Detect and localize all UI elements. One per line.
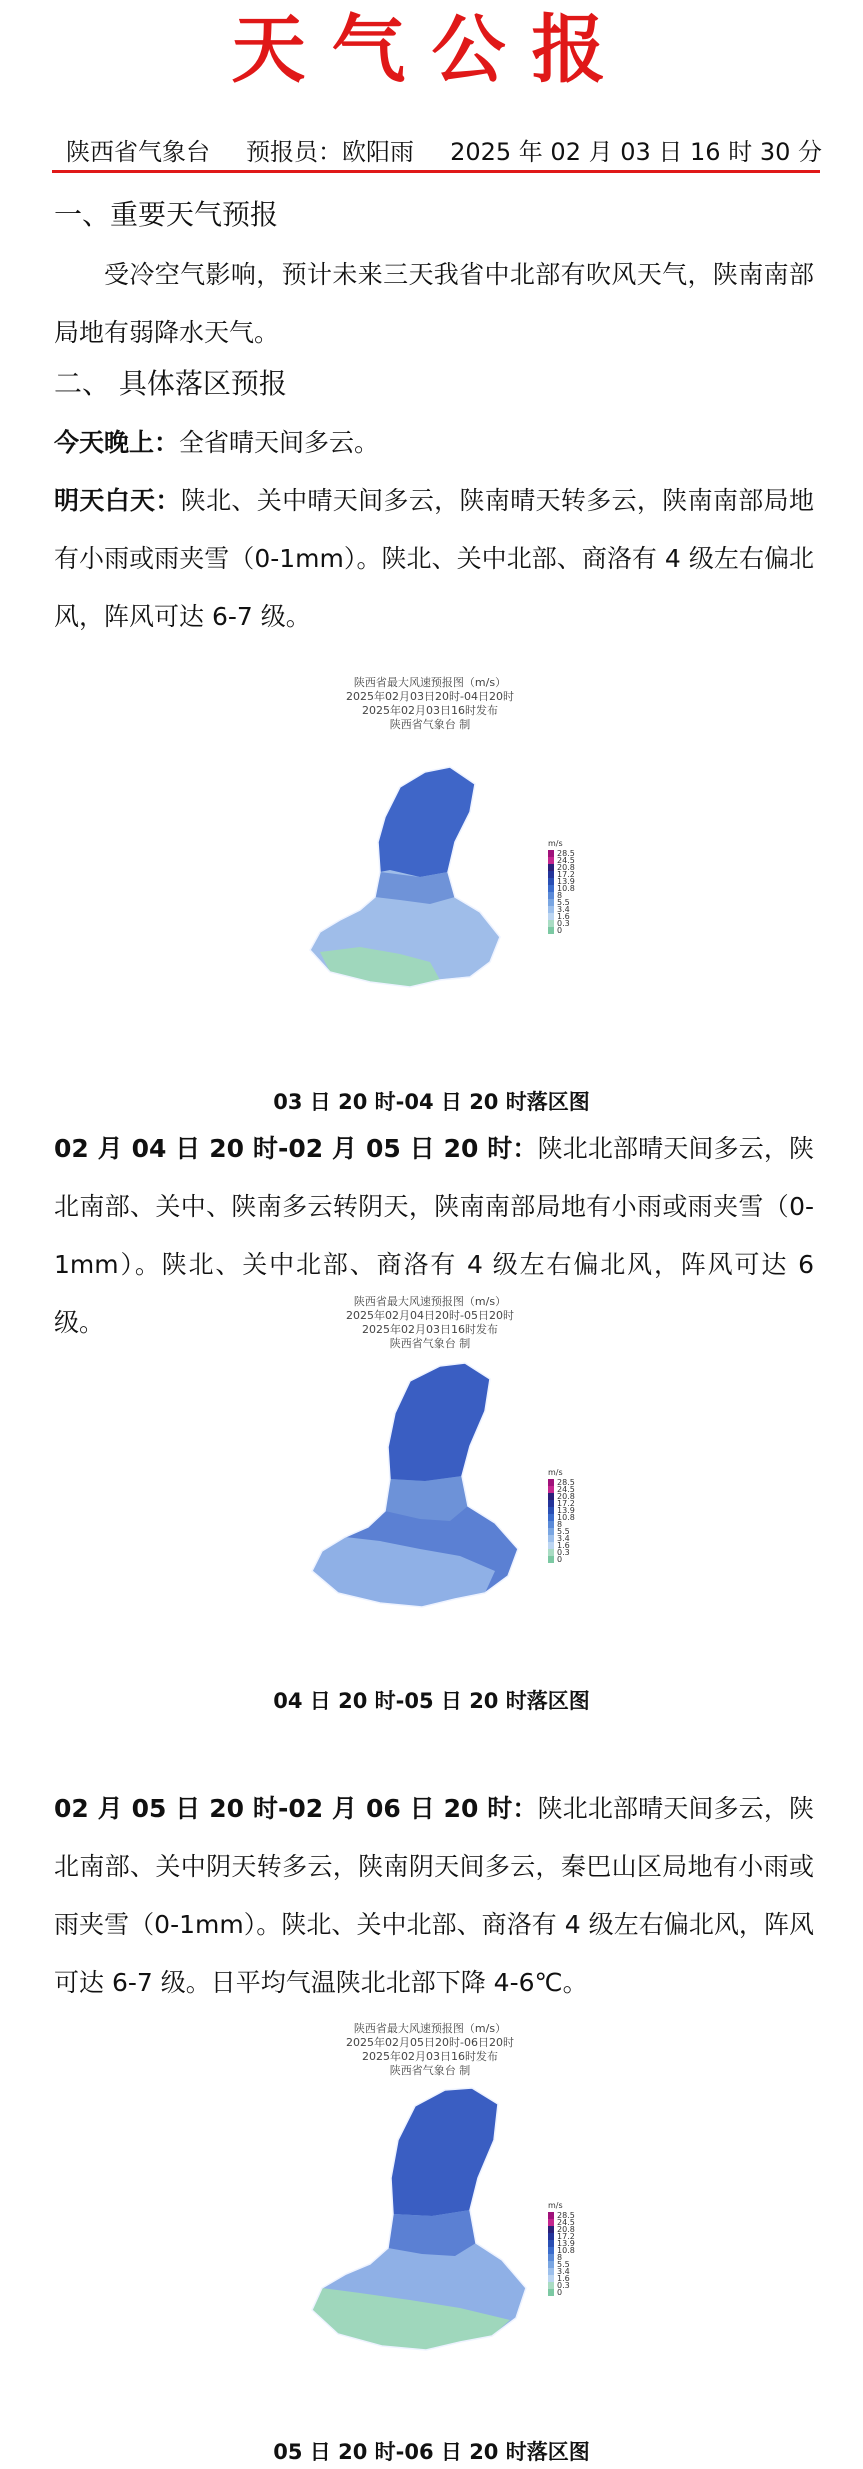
legend-swatch (548, 1486, 554, 1493)
legend-swatch (548, 2261, 554, 2268)
tomorrow-paragraph (54, 472, 814, 646)
map3-caption: 05 日 20 时-06 日 20 时落区图 (273, 2440, 590, 2464)
legend-label: 20.8 (557, 2225, 575, 2234)
legend-label: 28.5 (557, 1478, 575, 1487)
legend-label: 1.6 (557, 1541, 570, 1550)
legend-swatch (548, 850, 554, 857)
legend-label: 0 (557, 2288, 563, 2297)
header-divider (52, 170, 820, 173)
forecaster-name: 预报员：欧阳雨 (246, 138, 415, 166)
legend-label: 3.4 (557, 905, 570, 914)
day2-text: 陕北北部晴天间多云，陕北南部、关中、陕南多云转阴天，陕南南部局地有小雨或雨夹雪（0-1mm）。陕北、关中北部、商洛有 4 级左右偏北风，阵风可达 6 级。 (54, 1134, 814, 1337)
legend-label: 24.5 (557, 856, 575, 865)
section1-text: 受冷空气影响，预计未来三天我省中北部有吹风天气，陕南南部局地有弱降水天气。 (54, 260, 814, 347)
day2-label: 02 月 04 日 20 时-02 月 05 日 20 时： (54, 1134, 538, 1163)
legend-swatch (548, 892, 554, 899)
legend-label: 0.3 (557, 2281, 570, 2290)
legend-swatch (548, 871, 554, 878)
day3-paragraph (54, 1780, 814, 2012)
legend-label: 5.5 (557, 1527, 570, 1536)
legend-swatch (548, 1479, 554, 1486)
map3-legend (548, 2201, 575, 2297)
bulletin-meta (66, 135, 822, 169)
legend-swatch (548, 1521, 554, 1528)
tonight-label: 今天晚上： (54, 428, 180, 457)
legend-label: 0.3 (557, 919, 570, 928)
legend-label: 8 (557, 1520, 563, 1529)
legend-label: 10.8 (557, 1513, 575, 1522)
legend-label: 13.9 (557, 2239, 575, 2248)
legend-swatch (548, 857, 554, 864)
legend-swatch (548, 2268, 554, 2275)
legend-label: 1.6 (557, 2274, 570, 2283)
legend-swatch (548, 2240, 554, 2247)
legend-swatch (548, 2275, 554, 2282)
legend-swatch (548, 1542, 554, 1549)
legend-swatch (548, 1507, 554, 1514)
map3-period: 2025年02月05日20时-06日20时 (346, 2036, 514, 2049)
legend-swatch (548, 2233, 554, 2240)
tonight-text: 全省晴天间多云。 (179, 428, 380, 457)
legend-label: 17.2 (557, 870, 575, 879)
legend-label: 13.9 (557, 877, 575, 886)
legend-label: 8 (557, 891, 563, 900)
legend-label: 0 (557, 1555, 563, 1564)
section1-heading: 一、重要天气预报 (54, 198, 279, 231)
map1-issued: 2025年02月03日16时发布 (362, 704, 498, 717)
legend-label: 20.8 (557, 1492, 575, 1501)
map1-shaanxi-graphic (250, 732, 610, 1022)
legend-label: 0.3 (557, 1548, 570, 1557)
issue-time: 2025 年 02 月 03 日 16 时 30 分 (450, 138, 822, 166)
legend-label: 8 (557, 2253, 563, 2262)
map2-period: 2025年02月04日20时-05日20时 (346, 1309, 514, 1322)
map3-issued: 2025年02月03日16时发布 (362, 2050, 498, 2063)
legend-swatch (548, 906, 554, 913)
map3-shaanxi-graphic (250, 2078, 610, 2418)
legend-unit: m/s (548, 1468, 563, 1477)
legend-label: 20.8 (557, 863, 575, 872)
map1-period: 2025年02月03日20时-04日20时 (346, 690, 514, 703)
legend-label: 17.2 (557, 1499, 575, 1508)
legend-label: 3.4 (557, 2267, 570, 2276)
tomorrow-text: 陕北、关中晴天间多云，陕南晴天转多云，陕南南部局地有小雨或雨夹雪（0-1mm）。陕北、关中北部、商洛有 4 级左右偏北风，阵风可达 6-7 级。 (54, 486, 814, 631)
map2-shaanxi-graphic (250, 1351, 610, 1671)
legend-unit: m/s (548, 839, 563, 848)
wind-map-3 (250, 2022, 610, 2462)
legend-label: 10.8 (557, 2246, 575, 2255)
legend-label: 5.5 (557, 2260, 570, 2269)
legend-swatch (548, 2212, 554, 2219)
legend-swatch (548, 1528, 554, 1535)
day3-text: 陕北北部晴天间多云，陕北南部、关中阴天转多云，陕南阴天间多云，秦巴山区局地有小雨或雨夹雪（0-1mm）。陕北、关中北部、商洛有 4 级左右偏北风，阵风可达 6-7 级。日平均气温陕北北部下降 4-6℃。 (54, 1794, 814, 1997)
map2-title: 陕西省最大风速预报图（m/s） (353, 1295, 507, 1308)
wind-map-1 (250, 676, 610, 1114)
map2-caption: 04 日 20 时-05 日 20 时落区图 (273, 1689, 590, 1713)
legend-swatch (548, 2247, 554, 2254)
legend-swatch (548, 1556, 554, 1563)
legend-label: 24.5 (557, 2218, 575, 2227)
legend-swatch (548, 1549, 554, 1556)
tomorrow-label: 明天白天： (54, 486, 181, 515)
legend-swatch (548, 885, 554, 892)
legend-label: 13.9 (557, 1506, 575, 1515)
legend-swatch (548, 1500, 554, 1507)
legend-swatch (548, 2219, 554, 2226)
legend-swatch (548, 2254, 554, 2261)
legend-label: 5.5 (557, 898, 570, 907)
map1-legend (548, 839, 575, 935)
legend-swatch (548, 920, 554, 927)
legend-label: 17.2 (557, 2232, 575, 2241)
map2-legend (548, 1468, 575, 1564)
legend-swatch (548, 899, 554, 906)
legend-label: 24.5 (557, 1485, 575, 1494)
legend-swatch (548, 878, 554, 885)
map1-agency: 陕西省气象台 制 (389, 718, 471, 731)
legend-label: 1.6 (557, 912, 570, 921)
map1-caption: 03 日 20 时-04 日 20 时落区图 (273, 1090, 590, 1114)
map3-agency: 陕西省气象台 制 (389, 2064, 471, 2077)
legend-label: 10.8 (557, 884, 575, 893)
legend-swatch (548, 2226, 554, 2233)
legend-label: 3.4 (557, 1534, 570, 1543)
legend-swatch (548, 1535, 554, 1542)
legend-swatch (548, 927, 554, 934)
section2-heading: 二、 具体落区预报 (54, 367, 287, 400)
legend-swatch (548, 864, 554, 871)
tonight-paragraph (54, 414, 814, 472)
map1-title: 陕西省最大风速预报图（m/s） (353, 676, 507, 689)
map3-title: 陕西省最大风速预报图（m/s） (353, 2022, 507, 2035)
legend-swatch (548, 913, 554, 920)
legend-label: 0 (557, 926, 563, 935)
legend-swatch (548, 2282, 554, 2289)
legend-unit: m/s (548, 2201, 563, 2210)
legend-label: 28.5 (557, 849, 575, 858)
wind-map-2 (250, 1295, 610, 1713)
legend-label: 28.5 (557, 2211, 575, 2220)
agency-name: 陕西省气象台 (66, 138, 210, 166)
legend-swatch (548, 1514, 554, 1521)
day3-label: 02 月 05 日 20 时-02 月 06 日 20 时： (54, 1794, 538, 1823)
legend-swatch (548, 2289, 554, 2296)
legend-swatch (548, 1493, 554, 1500)
bulletin-title: 天气公报 (231, 7, 632, 93)
map2-agency: 陕西省气象台 制 (389, 1337, 471, 1350)
map2-issued: 2025年02月03日16时发布 (362, 1323, 498, 1336)
